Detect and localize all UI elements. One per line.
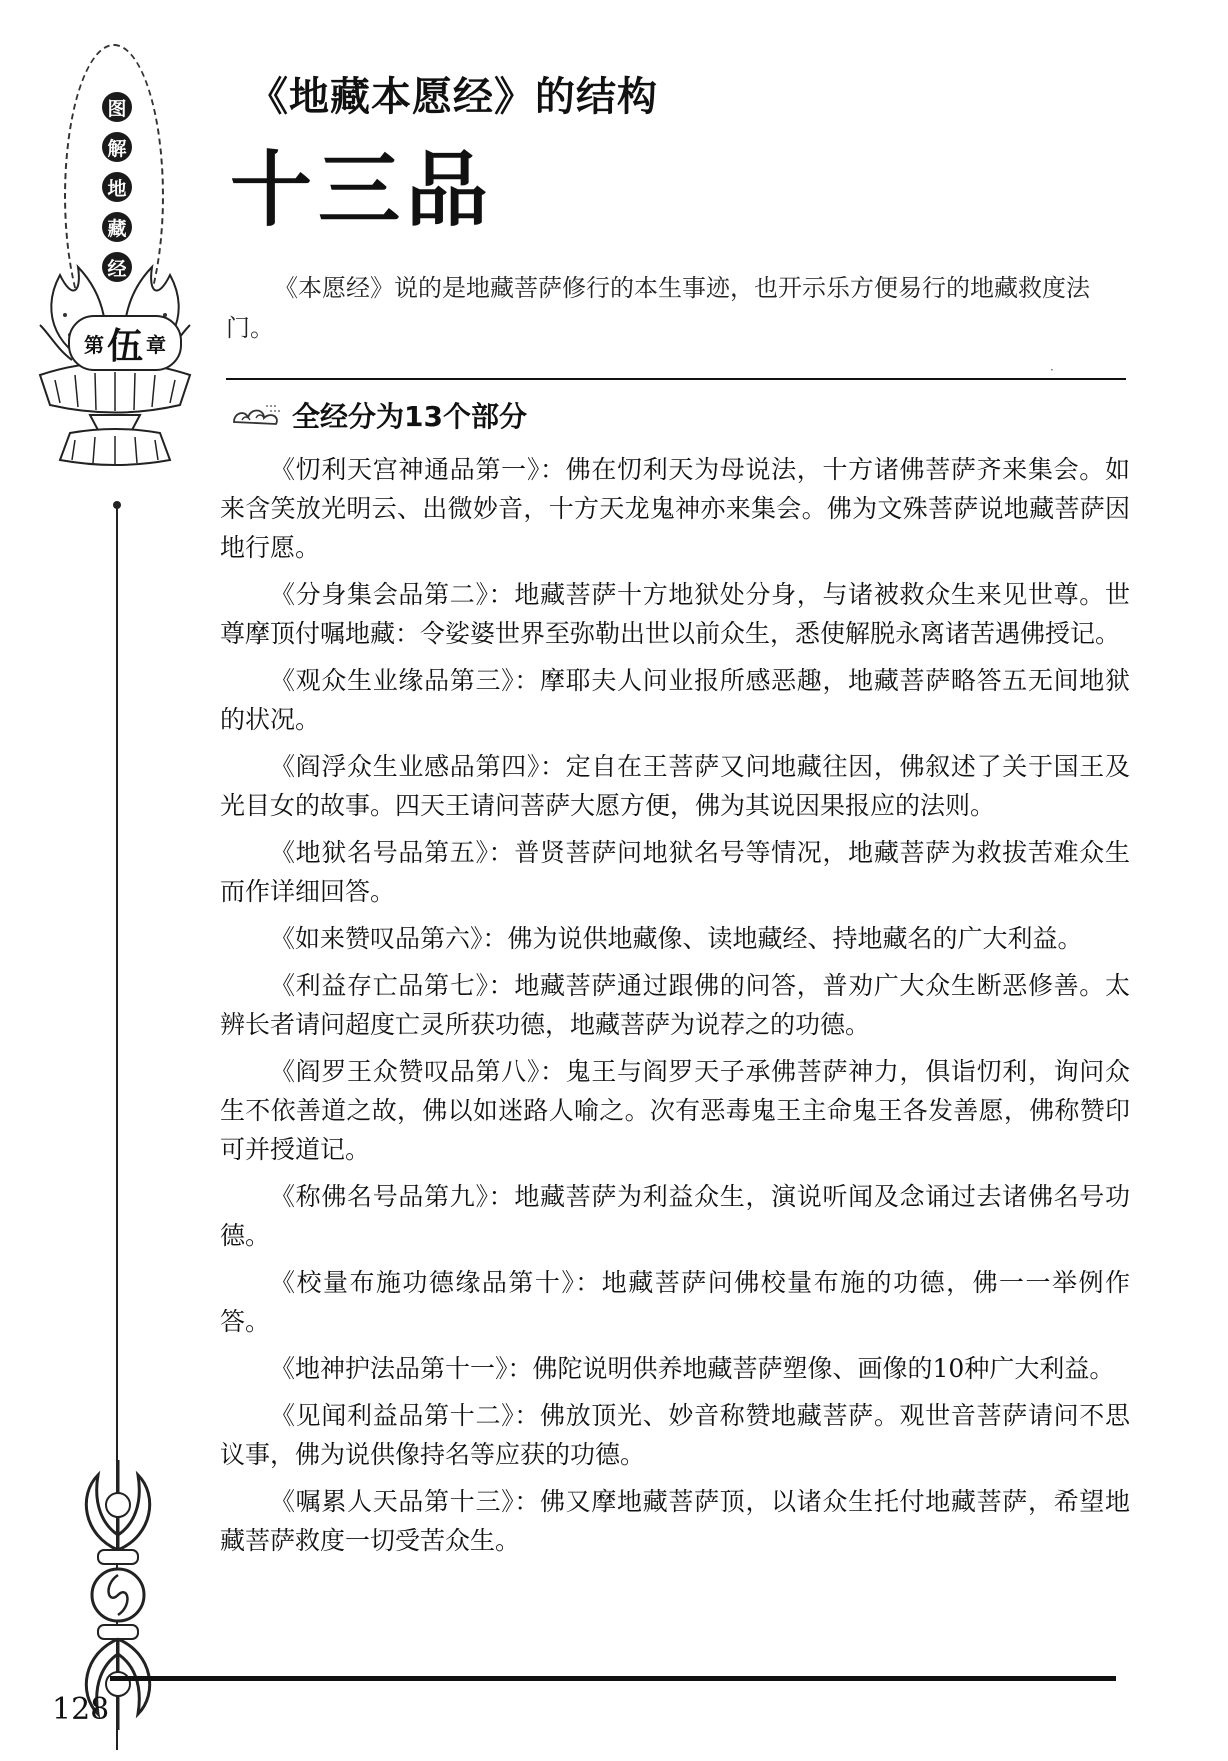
chapter-badge <box>68 315 182 371</box>
chapter-entry: 《阎浮众生业感品第四》：定自在王菩萨又问地藏往因，佛叙述了关于国王及光目女的故事。四天王请问菩萨大愿方便，佛为其说因果报应的法则。 <box>220 752 1130 820</box>
chapter-entry: 《分身集会品第二》：地藏菩萨十方地狱处分身，与诸被救众生来见世尊。世尊摩顶付嘱地藏：令娑婆世界至弥勒出世以前众生，悉使解脱永离诸苦遇佛授记。 <box>220 580 1130 648</box>
series-char: 经 <box>102 252 132 282</box>
section-title: 《地藏本愿经》的结构 <box>248 73 658 120</box>
chapter-entry: 《观众生业缘品第三》：摩耶夫人问业报所感恶趣，地藏菩萨略答五无间地狱的状况。 <box>220 666 1130 734</box>
chapter-entry: 《忉利天宫神通品第一》：佛在忉利天为母说法，十方诸佛菩萨齐来集会。如来含笑放光明云、出微妙音，十方天龙鬼神亦来集会。佛为文殊菩萨说地藏菩萨因地行愿。 <box>220 455 1130 562</box>
chapter-entry: 《利益存亡品第七》：地藏菩萨通过跟佛的问答，普劝广大众生断恶修善。太辨长者请问超度亡灵所获功德，地藏菩萨为说荐之的功德。 <box>220 971 1130 1039</box>
series-char: 图 <box>102 92 132 122</box>
chapter-entry: 《阎罗王众赞叹品第八》：鬼王与阎罗天子承佛菩萨神力，俱诣忉利，询问众生不依善道之故，佛以如迷路人喻之。次有恶毒鬼王主命鬼王各发善愿，佛称赞印可并授道记。 <box>220 1057 1130 1164</box>
book-series-vertical-title <box>100 92 134 282</box>
cloud-ornament-icon <box>230 400 282 430</box>
chapter-suffix: 章 <box>146 332 166 357</box>
series-char: 解 <box>102 132 132 162</box>
chapter-entry: 《嘱累人天品第十三》：佛又摩地藏菩萨顶，以诸众生托付地藏菩萨，希望地藏菩萨救度一切受苦众生。 <box>220 1487 1130 1555</box>
subheading-text: 全经分为13个部分 <box>292 400 527 433</box>
rule-dot <box>113 501 121 509</box>
series-char: 藏 <box>102 212 132 242</box>
chapter-entry: 《如来赞叹品第六》：佛为说供地藏像、读地藏经、持地藏名的广大利益。 <box>270 924 1083 953</box>
chapter-entry: 《见闻利益品第十二》：佛放顶光、妙音称赞地藏菩萨。观世音菩萨请问不思议事，佛为说供像持名等应获的功德。 <box>220 1401 1130 1469</box>
page-number: 128 <box>52 1692 110 1727</box>
subheading <box>230 395 527 435</box>
chapter-entry: 《地神护法品第十一》：佛陀说明供养地藏菩萨塑像、画像的10种广大利益。 <box>270 1354 1115 1383</box>
chapter-entry: 《称佛名号品第九》：地藏菩萨为利益众生，演说听闻及念诵过去诸佛名号功德。 <box>220 1182 1130 1250</box>
chapter-number: 伍 <box>106 325 143 367</box>
chapter-list <box>220 450 1130 1568</box>
chapter-entry: 《校量布施功德缘品第十》：地藏菩萨问佛校量布施的功德，佛一一举例作答。 <box>220 1268 1130 1336</box>
header-divider <box>226 378 1126 380</box>
footer-divider <box>110 1676 1116 1681</box>
print-speck: · <box>1050 363 1054 377</box>
series-char: 地 <box>102 172 132 202</box>
page-title: 十三品 <box>230 143 495 238</box>
chapter-prefix: 第 <box>83 332 104 357</box>
intro-paragraph: 《本愿经》说的是地藏菩萨修行的本生事迹，也开示乐方便易行的地藏救度法门。 <box>226 274 1090 342</box>
chapter-entry: 《地狱名号品第五》：普贤菩萨问地狱名号等情况，地藏菩萨为救拔苦难众生而作详细回答。 <box>220 838 1130 906</box>
